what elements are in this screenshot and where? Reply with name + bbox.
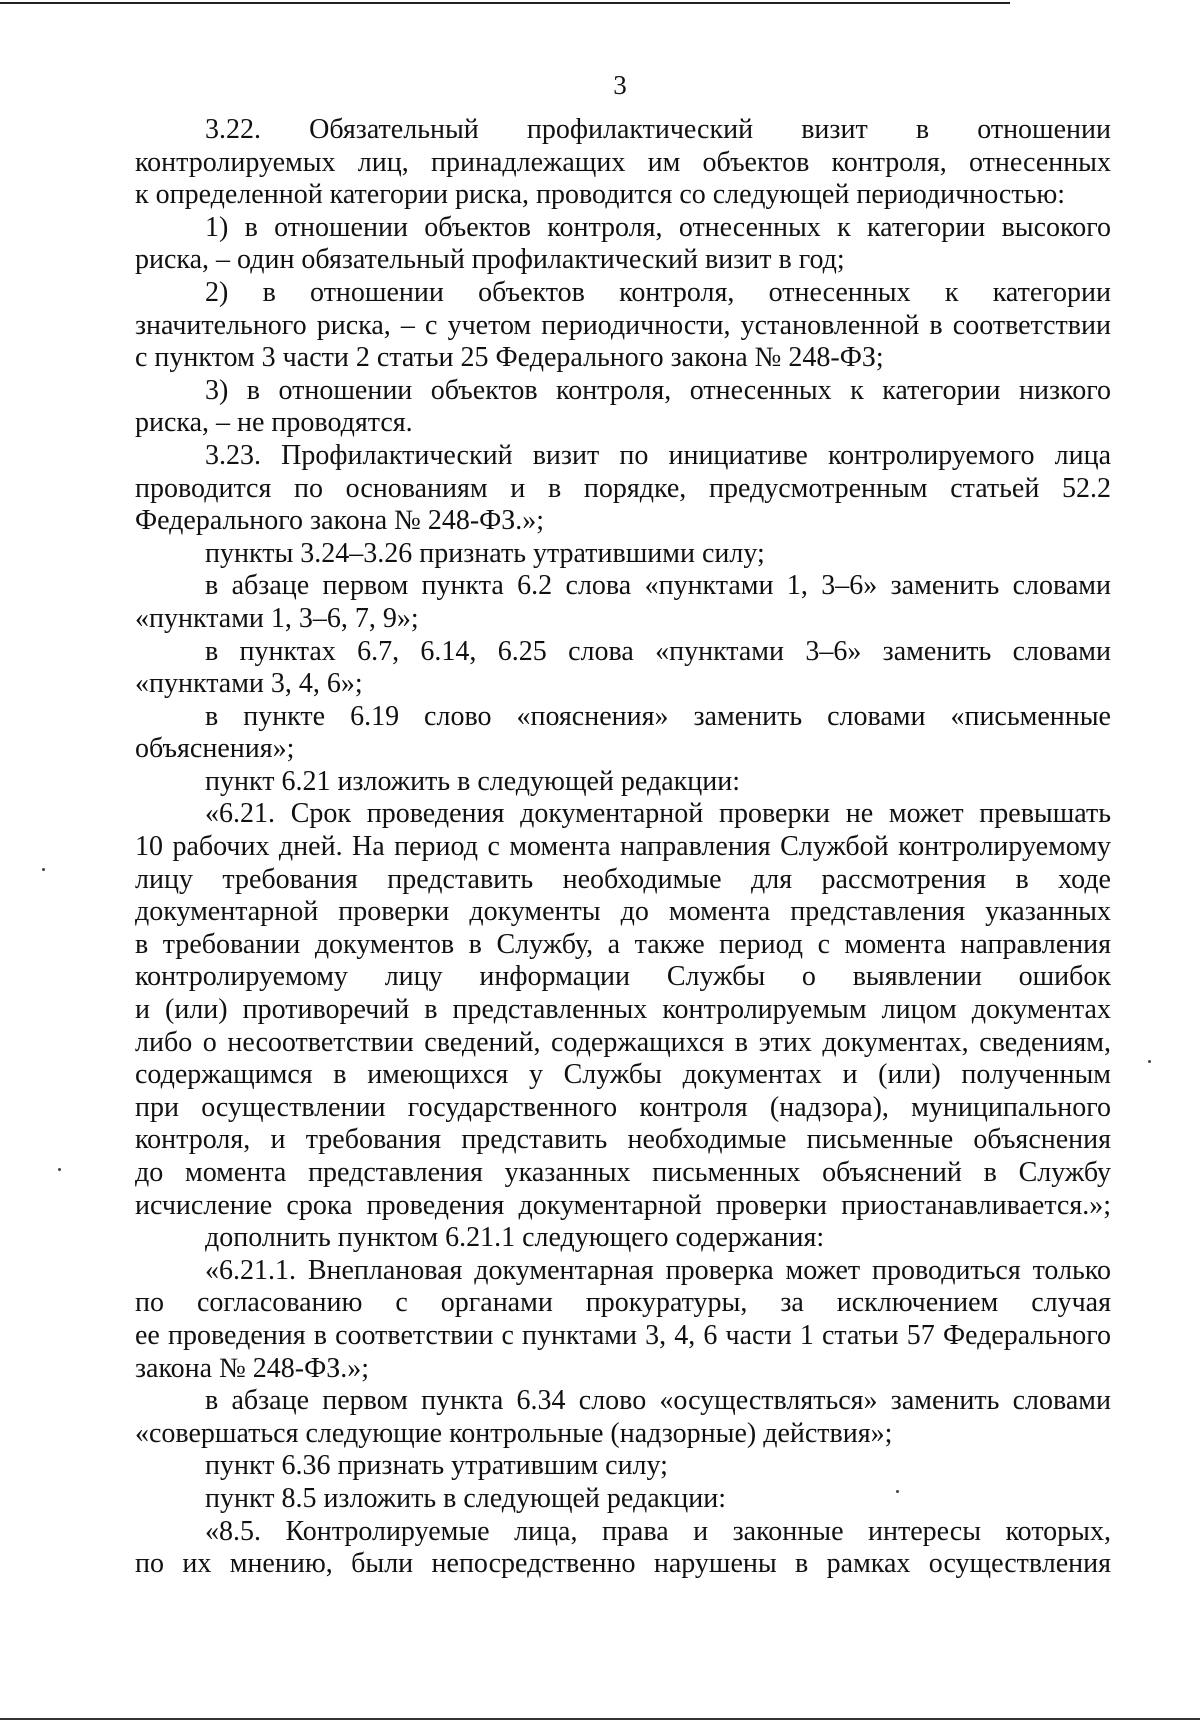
text-line: «совершаться следующие контрольные (надзорные) действия»; [135,1417,893,1449]
text-line: 3) в отношении объектов контроля, отнесенных к категории низкого [205,374,1111,406]
text-line: проводится по основаниям и в порядке, предусмотренным статьей 52.2 [135,472,1111,504]
text-line: к определенной категории риска, проводится со следующей периодичностью: [135,179,1066,211]
text-line: содержащимся в имеющихся у Службы документах и (или) полученным [135,1059,1111,1091]
scan-speck [42,868,45,871]
text-line: ее проведения в соответствии с пунктами 3, 4, 6 части 1 статьи 57 Федерального [135,1319,1111,1351]
text-line: объяснения»; [135,733,295,765]
text-line: значительного риска, – с учетом периодичности, установленной в соответствии [135,309,1111,341]
text-line: в пунктах 6.7, 6.14, 6.25 слова «пунктами 3–6» заменить словами [205,635,1111,667]
text-line: «8.5. Контролируемые лица, права и законные интересы которых, [205,1515,1111,1547]
text-line: закона № 248-ФЗ.»; [135,1352,370,1384]
text-line: с пунктом 3 части 2 статьи 25 Федерального закона № 248-ФЗ; [135,342,884,374]
text-line: пункт 6.21 изложить в следующей редакции: [205,765,740,797]
text-line: и (или) противоречий в представленных контролируемым лицом документах [135,994,1111,1026]
text-line: в требовании документов в Службу, а также период с момента направления [135,928,1111,960]
text-line: 10 рабочих дней. На период с момента направления Службой контролируемому [135,831,1111,863]
text-line: «6.21.1. Внеплановая документарная проверка может проводиться только [205,1254,1111,1286]
text-line: либо о несоответствии сведений, содержащихся в этих документах, сведениям, [135,1026,1111,1058]
document-body [135,114,1111,1581]
text-line: при осуществлении государственного контроля (надзора), муниципального [135,1091,1111,1123]
text-line: «пунктами 3, 4, 6»; [135,668,363,700]
text-line: в пункте 6.19 слово «пояснения» заменить словами «письменные [205,700,1111,732]
scan-speck [58,1168,61,1171]
text-line: 2) в отношении объектов контроля, отнесенных к категории [205,276,1111,308]
text-line: пункт 6.36 признать утратившим силу; [205,1450,668,1482]
text-line: «пунктами 1, 3–6, 7, 9»; [135,602,419,634]
text-line: риска, – один обязательный профилактический визит в год; [135,244,845,276]
text-line: контроля, и требования представить необходимые письменные объяснения [135,1124,1111,1156]
scan-speck [1148,1060,1151,1063]
text-line: до момента представления указанных письменных объяснений в Службу [135,1157,1111,1188]
text-line: пункты 3.24–3.26 признать утратившими силу; [205,537,765,569]
bottom-border-line [0,1718,1200,1720]
text-line: пункт 8.5 изложить в следующей редакции: [205,1482,726,1514]
text-line: «6.21. Срок проведения документарной проверки не может превышать [205,798,1111,830]
top-border-line [0,2,1010,4]
text-line: 3.23. Профилактический визит по инициативе контролируемого лица [205,439,1111,471]
text-line: дополнить пунктом 6.21.1 следующего содержания: [205,1222,825,1254]
text-line: в абзаце первом пункта 6.34 слово «осуществляться» заменить словами [205,1385,1111,1417]
text-line: в абзаце первом пункта 6.2 слова «пунктами 1, 3–6» заменить словами [205,570,1111,602]
text-line: контролируемому лицу информации Службы о выявлении ошибок [135,961,1111,993]
text-line: Федерального закона № 248-ФЗ.»; [135,505,545,537]
text-line: 3.22. Обязательный профилактический визит в отношении [205,114,1111,145]
text-line: риска, – не проводятся. [135,407,413,439]
text-line: исчисление срока проведения документарной проверки приостанавливается.»; [135,1189,1111,1221]
text-line: 1) в отношении объектов контроля, отнесенных к категории высокого [205,211,1111,243]
text-line: лицу требования представить необходимые для рассмотрения в ходе [135,863,1111,895]
text-line: контролируемых лиц, принадлежащих им объектов контроля, отнесенных [135,146,1111,178]
text-line: по их мнению, были непосредственно нарушены в рамках осуществления [135,1548,1111,1580]
text-line: документарной проверки документы до момента представления указанных [135,896,1111,928]
page-number: 3 [613,70,627,100]
text-line: по согласованию с органами прокуратуры, за исключением случая [135,1287,1111,1319]
